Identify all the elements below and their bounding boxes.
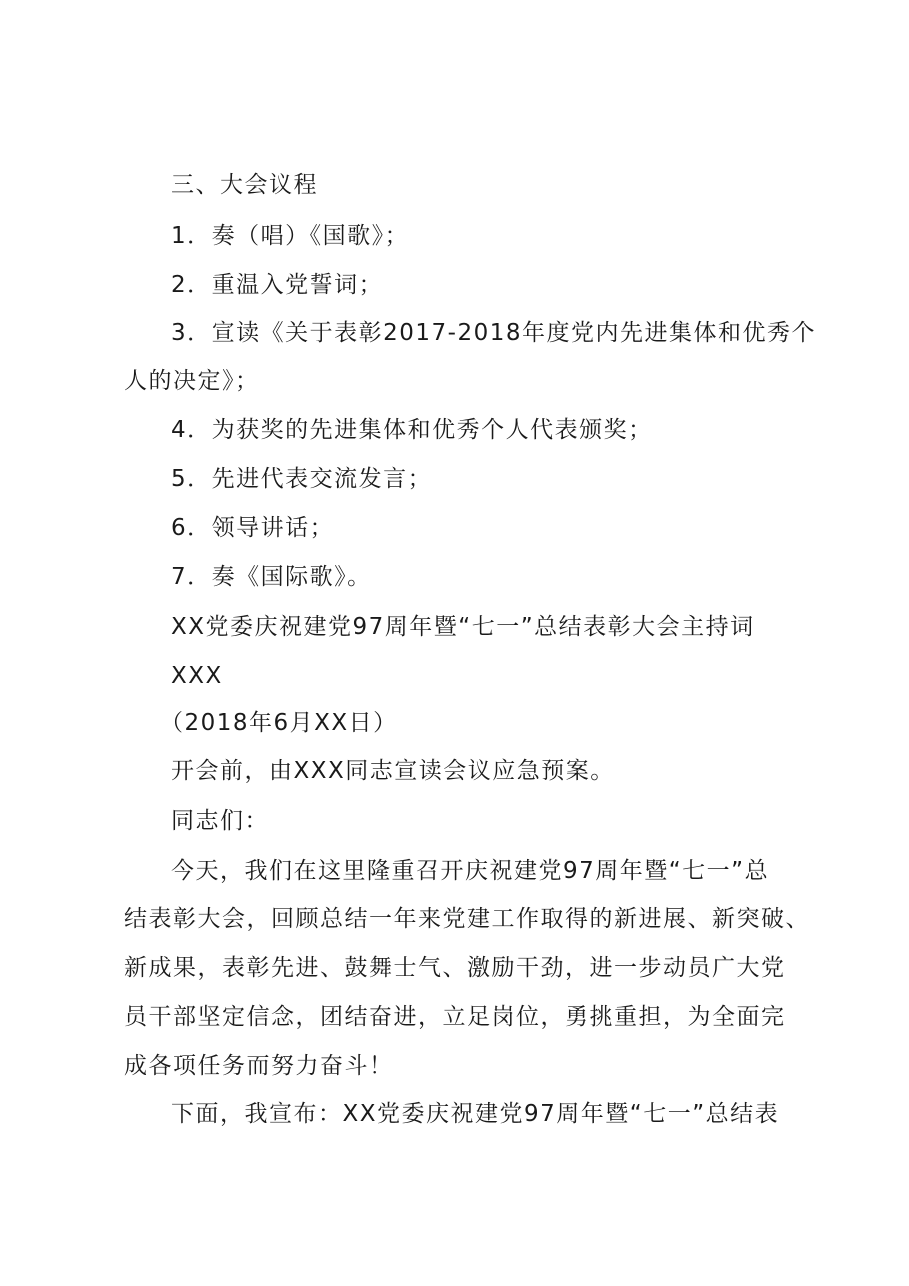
agenda-item-2: 2．重温入党誓词； (171, 272, 384, 298)
agenda-item-1: 1．奏（唱）《国歌》； (171, 223, 410, 249)
agenda-item-3-continued: 人的决定》； (124, 368, 260, 394)
speech-date: （2018年6月XX日） (160, 710, 398, 736)
agenda-heading: 三、大会议程 (171, 172, 318, 198)
paragraph-1-line-2: 结表彰大会，回顾总结一年来党建工作取得的新进展、新突破、 (124, 906, 810, 932)
speech-pre-note: 开会前，由XXX同志宣读会议应急预案。 (171, 758, 615, 784)
paragraph-1-line-3: 新成果，表彰先进、鼓舞士气、激励干劲，进一步动员广大党 (124, 955, 786, 981)
agenda-item-3: 3．宣读《关于表彰2017-2018年度党内先进集体和优秀个 (171, 320, 816, 346)
paragraph-1-line-5: 成各项任务而努力奋斗！ (124, 1053, 394, 1079)
paragraph-2-line-1: 下面，我宣布：XX党委庆祝建党97周年暨“七一”总结表 (171, 1101, 780, 1127)
paragraph-1-line-1: 今天，我们在这里隆重召开庆祝建党97周年暨“七一”总 (171, 858, 770, 884)
speech-title: XX党委庆祝建党97周年暨“七一”总结表彰大会主持词 (171, 614, 755, 640)
agenda-item-5: 5．先进代表交流发言； (171, 466, 433, 492)
paragraph-1-line-4: 员干部坚定信念，团结奋进，立足岗位，勇挑重担，为全面完 (124, 1004, 786, 1030)
agenda-item-6: 6．领导讲话； (171, 515, 335, 541)
speech-greeting: 同志们： (171, 808, 269, 834)
speech-author: XXX (171, 663, 223, 689)
agenda-item-7: 7．奏《国际歌》。 (171, 564, 372, 590)
agenda-item-4: 4．为获奖的先进集体和优秀个人代表颁奖； (171, 417, 653, 443)
